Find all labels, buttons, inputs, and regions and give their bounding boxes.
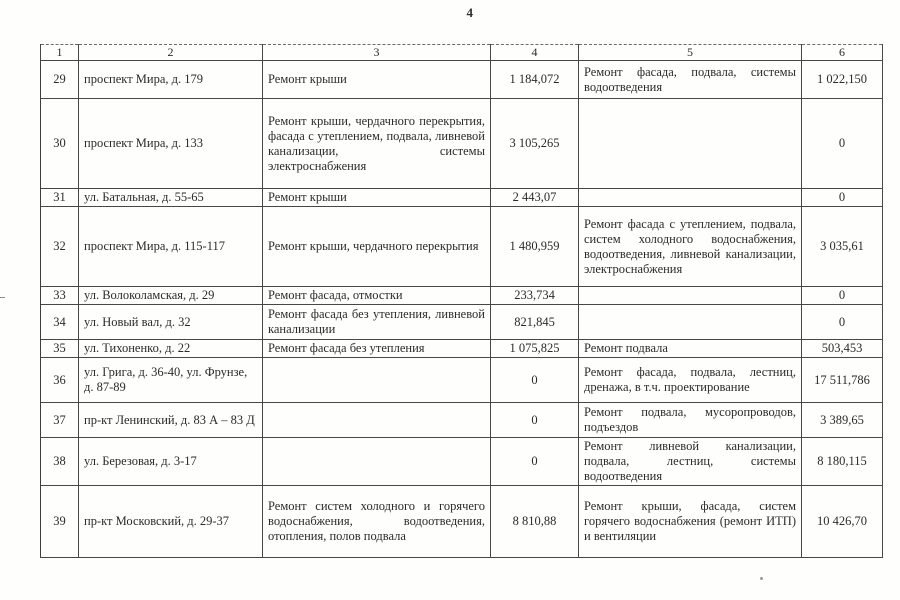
work-type-cell-1: Ремонт фасада без утепления, ливневой канализации	[263, 305, 491, 340]
work-type-cell-2: Ремонт фасада, подвала, лестниц, дренажа, в т.ч. проектирование	[579, 358, 802, 403]
address-cell: ул. Тихоненко, д. 22	[79, 340, 263, 358]
amount-cell-2: 0	[802, 287, 883, 305]
amount-cell-1: 1 480,959	[491, 207, 579, 287]
work-type-cell-1: Ремонт фасада без утепления	[263, 340, 491, 358]
work-type-cell-2	[579, 189, 802, 207]
row-number-cell: 36	[41, 358, 79, 403]
table-row	[41, 340, 883, 358]
work-type-cell-2: Ремонт подвала, мусоропроводов, подъездов	[579, 403, 802, 438]
row-number-cell: 31	[41, 189, 79, 207]
table-header-row	[41, 45, 883, 61]
work-type-cell-1: Ремонт крыши, чердачного перекрытия	[263, 207, 491, 287]
address-cell: проспект Мира, д. 115-117	[79, 207, 263, 287]
amount-cell-2: 0	[802, 305, 883, 340]
table-row	[41, 189, 883, 207]
work-type-cell-1: Ремонт систем холодного и горячего водоснабжения, водоотведения, отопления, полов подвала	[263, 486, 491, 558]
row-number-cell: 35	[41, 340, 79, 358]
address-cell: пр-кт Ленинский, д. 83 А – 83 Д	[79, 403, 263, 438]
address-cell: ул. Волоколамская, д. 29	[79, 287, 263, 305]
table-row	[41, 403, 883, 438]
work-type-cell-2	[579, 305, 802, 340]
column-header-3: 3	[263, 45, 491, 61]
column-header-1: 1	[41, 45, 79, 61]
column-header-5: 5	[579, 45, 802, 61]
amount-cell-1: 0	[491, 403, 579, 438]
column-header-6: 6	[802, 45, 883, 61]
row-number-cell: 37	[41, 403, 79, 438]
row-number-cell: 38	[41, 438, 79, 486]
amount-cell-1: 3 105,265	[491, 99, 579, 189]
address-cell: проспект Мира, д. 133	[79, 99, 263, 189]
amount-cell-2: 3 035,61	[802, 207, 883, 287]
amount-cell-1: 821,845	[491, 305, 579, 340]
work-type-cell-1: Ремонт фасада, отмостки	[263, 287, 491, 305]
work-type-cell-2: Ремонт подвала	[579, 340, 802, 358]
amount-cell-2: 1 022,150	[802, 61, 883, 99]
work-type-cell-1: Ремонт крыши	[263, 189, 491, 207]
work-type-cell-2: Ремонт ливневой канализации, подвала, лестниц, системы водоотведения	[579, 438, 802, 486]
work-type-cell-2: Ремонт фасада, подвала, системы водоотведения	[579, 61, 802, 99]
amount-cell-2: 503,453	[802, 340, 883, 358]
table-row	[41, 287, 883, 305]
work-type-cell-2: Ремонт фасада с утеплением, подвала, систем холодного водоснабжения, водоотведения, ливневой канализации, электроснабжения	[579, 207, 802, 287]
amount-cell-2: 0	[802, 189, 883, 207]
row-number-cell: 30	[41, 99, 79, 189]
table-row	[41, 99, 883, 189]
row-number-cell: 33	[41, 287, 79, 305]
address-cell: ул. Батальная, д. 55-65	[79, 189, 263, 207]
table-row	[41, 438, 883, 486]
work-type-cell-1	[263, 403, 491, 438]
amount-cell-1: 2 443,07	[491, 189, 579, 207]
work-type-cell-1	[263, 438, 491, 486]
table-row	[41, 358, 883, 403]
row-number-cell: 29	[41, 61, 79, 99]
row-number-cell: 32	[41, 207, 79, 287]
table-row	[41, 207, 883, 287]
repair-works-table	[40, 44, 883, 558]
address-cell: ул. Березовая, д. 3-17	[79, 438, 263, 486]
work-type-cell-1	[263, 358, 491, 403]
amount-cell-2: 0	[802, 99, 883, 189]
work-type-cell-1: Ремонт крыши	[263, 61, 491, 99]
amount-cell-2: 8 180,115	[802, 438, 883, 486]
scan-artifact	[760, 577, 763, 580]
address-cell: ул. Новый вал, д. 32	[79, 305, 263, 340]
table-row	[41, 61, 883, 99]
column-header-2: 2	[79, 45, 263, 61]
work-type-cell-2	[579, 99, 802, 189]
table-body	[41, 61, 883, 558]
amount-cell-1: 233,734	[491, 287, 579, 305]
row-number-cell: 34	[41, 305, 79, 340]
work-type-cell-2: Ремонт крыши, фасада, систем горячего водоснабжения (ремонт ИТП) и вентиляции	[579, 486, 802, 558]
address-cell: проспект Мира, д. 179	[79, 61, 263, 99]
amount-cell-1: 1 184,072	[491, 61, 579, 99]
amount-cell-1: 1 075,825	[491, 340, 579, 358]
row-number-cell: 39	[41, 486, 79, 558]
page-number: 4	[466, 5, 474, 20]
table-row	[41, 486, 883, 558]
amount-cell-2: 17 511,786	[802, 358, 883, 403]
work-type-cell-2	[579, 287, 802, 305]
amount-cell-1: 0	[491, 358, 579, 403]
table-row	[41, 305, 883, 340]
amount-cell-2: 3 389,65	[802, 403, 883, 438]
address-cell: ул. Грига, д. 36-40, ул. Фрунзе, д. 87-89	[79, 358, 263, 403]
amount-cell-1: 8 810,88	[491, 486, 579, 558]
address-cell: пр-кт Московский, д. 29-37	[79, 486, 263, 558]
work-type-cell-1: Ремонт крыши, чердачного перекрытия, фасада с утеплением, подвала, ливневой канализации, системы электроснабжения	[263, 99, 491, 189]
amount-cell-2: 10 426,70	[802, 486, 883, 558]
column-header-4: 4	[491, 45, 579, 61]
scan-margin-mark	[0, 297, 5, 298]
amount-cell-1: 0	[491, 438, 579, 486]
